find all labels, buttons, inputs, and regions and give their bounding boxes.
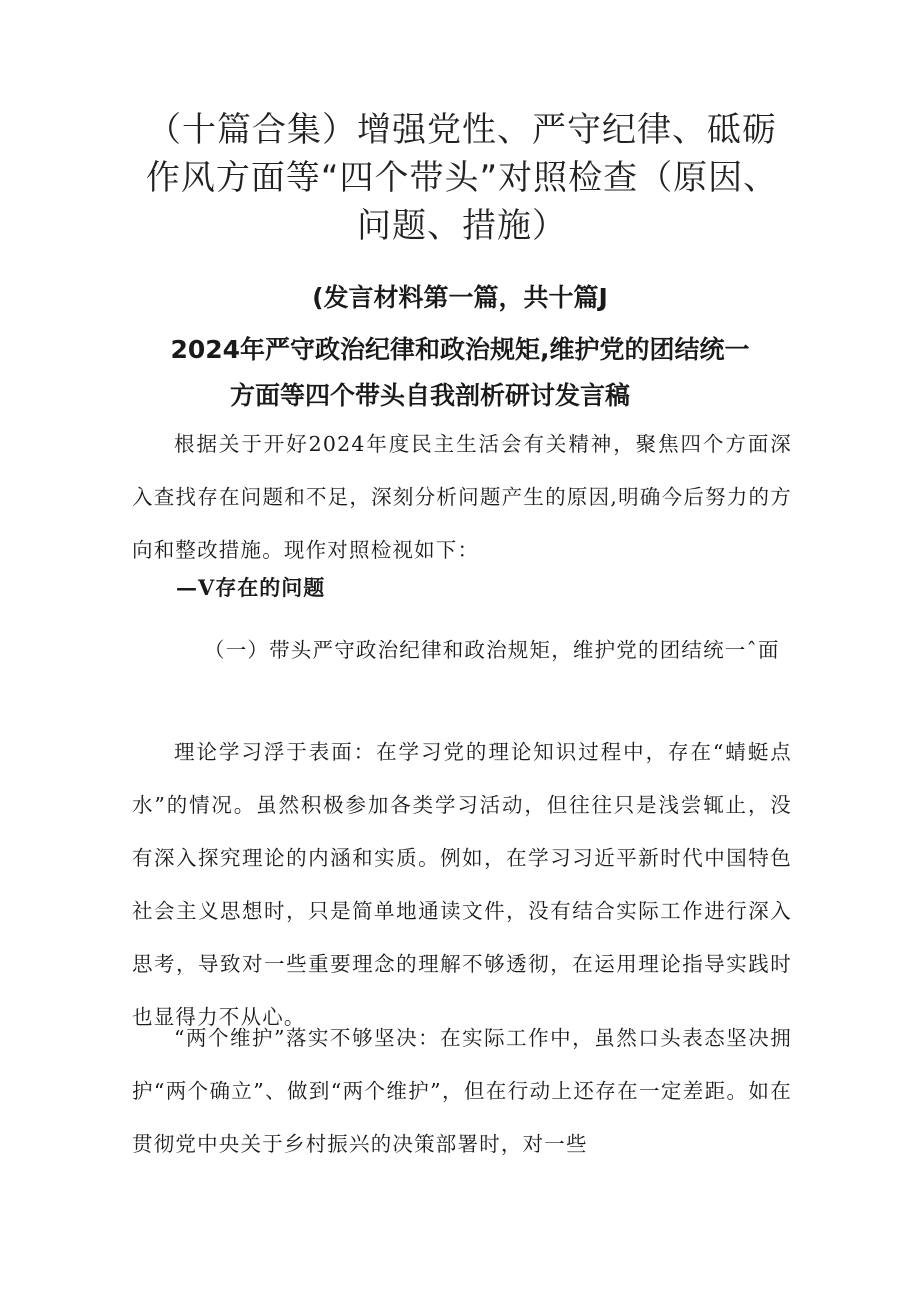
paragraph-two-safeguards: “两个维护”落实不够坚决：在实际工作中，虽然口头表态坚决拥护“两个确立”、做到“两个维护”，但在行动上还存在一定差距。如在贯彻党中央关于乡村振兴的决策部署时，对一些: [132, 1026, 792, 1156]
paragraph-theory-study: 理论学习浮于表面：在学习党的理论知识过程中，存在“蜻蜓点水”的情况。虽然积极参加各类学习活动，但往往只是浅尝辄止，没有深入探究理论的内涵和实质。例如，在学习习近平新时代中国特色社会主义思想时，只是简单地通读文件，没有结合实际工作进行深入思考，导致对一些重要理念的理解不够透彻，在运用理论指导实践时也显得力不从心。: [132, 740, 792, 1029]
subsection-heading: （一）带头严守政治纪律和政治规矩，维护党的团结统一ˆ面: [204, 638, 780, 662]
intro-paragraph: 根据关于开好2024年度民主生活会有关精神，聚焦四个方面深入查找存在问题和不足，深刻分析问题产生的原因,明确今后努力的方向和整改措施。现作对照检视如下：: [132, 432, 792, 562]
document-subtitle-line1: (发言材料第一篇，共十篇J: [312, 283, 608, 312]
document-subtitle-line2: 2024年严守政治纪律和政治规矩,维护党的团结统一: [170, 335, 750, 364]
document-title: （十篇合集）增强党性、严守纪律、砥砺作风方面等“四个带头”对照检查（原因、问题、措施）: [145, 110, 779, 246]
document-subtitle-line3: 方面等四个带头自我剖析研讨发言稿: [229, 381, 630, 410]
section-heading: —V存在的问题: [176, 575, 326, 600]
